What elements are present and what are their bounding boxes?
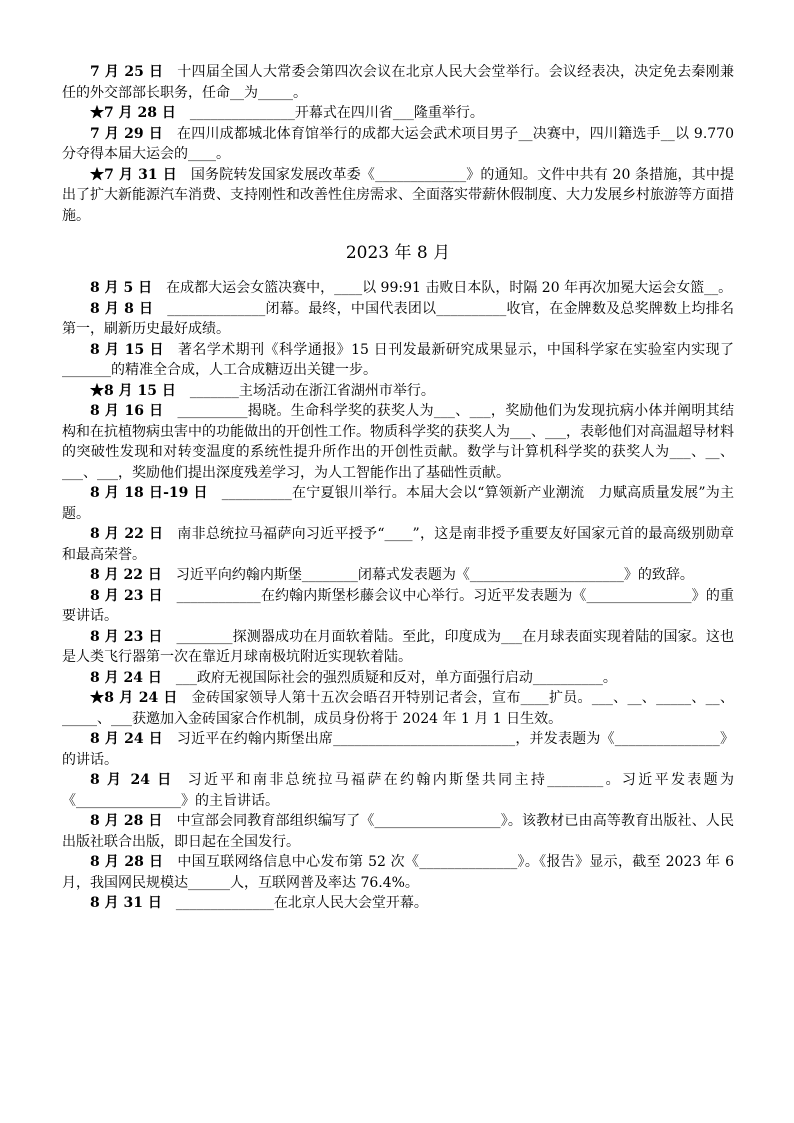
entry-date: 8 月 31 日 [90,895,162,911]
entry-date: ★8 月 15 日 [90,382,176,399]
entry-date: 8 月 22 日 [90,567,162,583]
entry-date: 8 月 24 日 [90,772,174,788]
entry-text: 习近平在约翰内斯堡出席__________________________，并发表题为《_______________》的讲话。 [62,731,734,768]
entry-text: __________揭晓。生命科学奖的获奖人为___、___，奖励他们为发现抗病小体并阐明其结构和在抗植物病虫害中的功能做出的开创性工作。物质科学奖的获奖人为___、___，表彰他们对高温超导材料的突破性发现和对转变温度的系统性提升所作出的开创性贡献。数学与计算机科学奖的获奖人为___、__、___、___，奖励他们提出深度残差学习，为人工智能作出了基础性贡献。 [62,403,734,481]
entry-date: 8 月 18 日-19 日 [90,485,208,501]
entry-date: 8 月 8 日 [90,300,154,317]
entry-text: 习近平向约翰内斯堡________闭幕式发表题为《______________________》的致辞。 [175,567,694,583]
entry-text: ______________在北京人民大会堂开幕。 [175,895,428,911]
entry-0824-star [62,688,734,729]
entry-0822-a [62,524,734,565]
entry-0729 [62,124,734,165]
entry-text: 南非总统拉马福萨向习近平授予“____”，这是南非授予重要友好国家元首的最高级别勋章和最高荣誉。 [62,526,734,563]
entry-date: 8 月 28 日 [90,854,164,870]
entry-text: 在四川成都城北体育馆举行的成都大运会武术项目男子__决赛中，四川籍选手__以 9.770 分夺得本届大运会的____。 [62,125,734,162]
entry-date: 8 月 23 日 [90,628,163,645]
entry-0824-c [62,770,734,811]
entry-0828-b [62,852,734,893]
entry-text: 金砖国家领导人第十五次会晤召开特别记者会，宣布____扩员。___、__、_____、__、_____、___获邀加入金砖国家合作机制，成员身份将于 2024 年 1 月 1 日生效。 [62,690,734,727]
entry-text: ________探测器成功在月面软着陆。至此，印度成为___在月球表面实现着陆的国家。这也是人类飞行器第一次在靠近月球南极坑附近实现软着陆。 [62,628,734,665]
entry-text: ____________在约翰内斯堡杉藤会议中心举行。习近平发表题为《_______________》的重要讲话。 [62,587,734,624]
entry-0815-star [62,381,734,402]
entry-text: _______主场活动在浙江省湖州市举行。 [189,382,435,399]
entry-text: 在成都大运会女篮决赛中，____以 99:91 击败日本队，时隔 20 年再次加冕大运会女篮__。 [166,280,733,296]
entry-date: 8 月 23 日 [90,587,163,604]
entry-date: 8 月 5 日 [90,280,153,296]
entry-0818 [62,483,734,524]
entry-text: 十四届全国人大常委会第四次会议在北京人民大会堂举行。会议经表决，决定免去秦刚兼任的外交部部长职务，任命__为_____。 [62,64,734,101]
entry-date: 7 月 29 日 [90,125,163,142]
entry-date: ★8 月 24 日 [90,690,178,706]
entry-0822-b [62,565,734,586]
entry-0805 [62,278,734,299]
entry-0828-a [62,811,734,852]
entry-date: 8 月 16 日 [90,403,164,419]
entry-date: 7 月 25 日 [90,64,164,80]
entry-0815 [62,340,734,381]
entry-date: 8 月 28 日 [90,813,163,829]
entry-date: 8 月 24 日 [90,669,162,686]
entry-text: __________在宁夏银川举行。本届大会以“算领新产业潮流 力赋高质量发展”为主题。 [62,485,734,522]
entry-text: 中宣部会同教育部组织编写了《__________________》。该教材已由高等教育出版社、人民出版社联合出版，即日起在全国发行。 [62,813,734,850]
entry-text: 著名学术期刊《科学通报》15 日刊发最新研究成果显示，中国科学家在实验室内实现了_______的精准全合成，人工合成糖迈出关键一步。 [62,341,734,378]
entry-date: 8 月 22 日 [90,526,164,542]
document-body [62,62,734,914]
entry-date: ★7 月 31 日 [90,166,177,183]
entry-text: ______________闭幕。最终，中国代表团以__________收官，在金牌数及总奖牌数上均排名第一，刷新历史最好成绩。 [62,300,734,337]
entry-text: 中国互联网络信息中心发布第 52 次《______________》。《报告》显示，截至 2023 年 6 月，我国网民规模达______人，互联网普及率达 76.4%。 [62,854,734,891]
entry-0731 [62,165,734,227]
entry-0831 [62,893,734,914]
entry-0816 [62,401,734,483]
entry-0728 [62,103,734,124]
entry-text: 国务院转发国家发展改革委《_____________》的通知。文件中共有 20 条措施，其中提出了扩大新能源汽车消费、支持刚性和改善性住房需求、全面落实带薪休假制度、大力发展乡村旅游等方面措施。 [62,166,734,224]
month-heading: 2023 年 8 月 [345,243,451,263]
entry-text: ___政府无视国际社会的强烈质疑和反对，单方面强行启动__________。 [175,669,617,686]
entry-text: 习近平和南非总统拉马福萨在约翰内斯堡共同主持________。习近平发表题为《_______________》的主旨讲话。 [62,772,734,809]
entry-0824-a [62,668,734,689]
entry-0725 [62,62,734,103]
entry-date: 8 月 24 日 [90,731,163,747]
entry-0823-a [62,586,734,627]
entry-0823-b [62,627,734,668]
entry-0824-b [62,729,734,770]
entry-date: ★7 月 28 日 [90,105,176,121]
entry-0808 [62,299,734,340]
entry-text: _______________开幕式在四川省___隆重举行。 [189,105,484,121]
entry-date: 8 月 15 日 [90,341,164,358]
